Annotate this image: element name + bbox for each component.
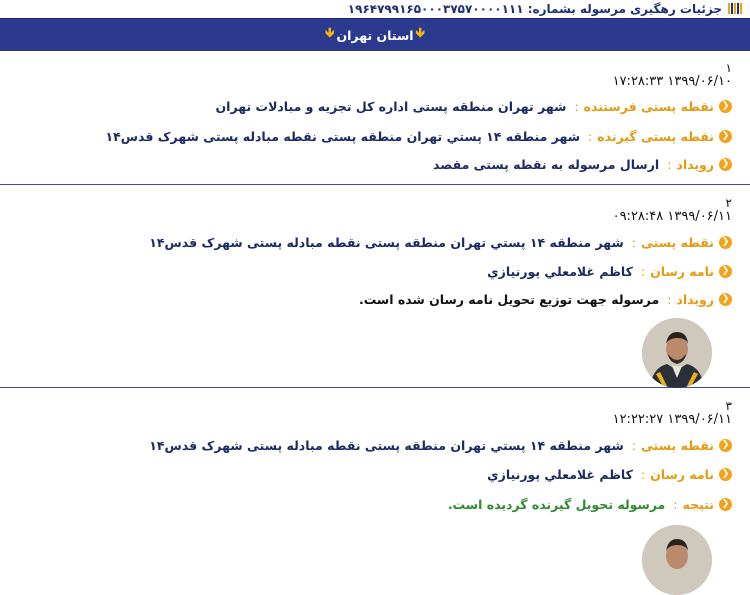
- arrow-left-circle-icon: ❮: [719, 236, 732, 249]
- arrow-down-icon: 🡻: [325, 26, 335, 41]
- arrow-left-circle-icon: ❮: [719, 439, 732, 452]
- row-value: شهر منطقه ۱۴ پستي تهران منطقه پستی نقطه مبادله پستی شهرک قدس۱۴: [105, 129, 581, 144]
- tracking-title: جزئیات رهگیری مرسوله بشماره: ۱۹۶۴۷۹۹۱۶۵۰۰۰۳۷۵۷۰۰۰۰۱۱۱: [347, 1, 722, 16]
- event-row: ❮ رویداد : ارسال مرسوله به نقطه پستی مقصد: [433, 157, 732, 172]
- row-label: نتیجه: [682, 497, 714, 512]
- event-index: ۳: [725, 399, 732, 413]
- row-value: ارسال مرسوله به نقطه پستی مقصد: [433, 157, 660, 172]
- event-timestamp: ۱۲:۲۲:۲۷ ۱۳۹۹/۰۶/۱۱: [612, 412, 732, 427]
- tracking-header: [0, 0, 750, 17]
- arrow-left-circle-icon: ❮: [719, 498, 732, 511]
- arrow-left-circle-icon: ❮: [719, 468, 732, 481]
- row-label: نقطه پستی: [641, 438, 714, 453]
- row-label: رویداد: [676, 292, 714, 307]
- event-index: ۱: [725, 61, 732, 75]
- event-row: ❮ نامه رسان : کاظم غلامعلي پورنيازي: [487, 264, 732, 279]
- event-row: ❮ نقطه پستی فرستنده : شهر تهران منطقه پستی اداره کل تجزیه و مبادلات تهران: [215, 99, 732, 114]
- row-label: نامه رسان: [650, 264, 714, 279]
- row-value: مرسوله جهت توزیع تحویل نامه رسان شده است.: [358, 292, 660, 307]
- tracking-event: [0, 186, 750, 388]
- event-row: ❮ نامه رسان : کاظم غلامعلي پورنيازي: [487, 467, 732, 482]
- arrow-left-circle-icon: ❮: [719, 293, 732, 306]
- province-bar[interactable]: [0, 18, 750, 51]
- event-timestamp: ۱۷:۲۸:۳۳ ۱۳۹۹/۰۶/۱۰: [612, 74, 732, 89]
- row-value: شهر منطقه ۱۴ پستي تهران منطقه پستی نقطه مبادله پستی شهرک قدس۱۴: [149, 438, 624, 453]
- event-row: ❮ نقطه پستی گیرنده : شهر منطقه ۱۴ پستي تهران منطقه پستی نقطه مبادله پستی شهرک قدس۱۴: [105, 129, 732, 144]
- courier-avatar-image: [642, 525, 712, 595]
- row-value: کاظم غلامعلي پورنيازي: [487, 264, 633, 279]
- event-row: ❮ رویداد : مرسوله جهت توزیع تحویل نامه رسان شده است.: [359, 292, 732, 307]
- courier-photo[interactable]: [642, 318, 712, 388]
- row-value: شهر تهران منطقه پستی اداره کل تجزیه و مبادلات تهران: [215, 99, 567, 114]
- tracking-event: [0, 389, 750, 558]
- event-row: ❮ نتیجه : مرسوله تحویل گیرنده گردیده است.: [448, 497, 732, 512]
- row-label: نامه رسان: [650, 467, 714, 482]
- row-label: نقطه پستی: [641, 235, 714, 250]
- arrow-left-circle-icon: ❮: [719, 100, 732, 113]
- result-value: مرسوله تحویل گیرنده گردیده است.: [447, 497, 666, 512]
- arrow-left-circle-icon: ❮: [719, 130, 732, 143]
- arrow-down-icon: 🡻: [415, 26, 425, 41]
- barcode-icon: [728, 3, 742, 14]
- row-value: شهر منطقه ۱۴ پستي تهران منطقه پستی نقطه مبادله پستی شهرک قدس۱۴: [149, 235, 624, 250]
- row-value: کاظم غلامعلي پورنيازي: [487, 467, 633, 482]
- event-index: ۲: [725, 196, 732, 210]
- courier-avatar-image: [642, 318, 712, 388]
- event-row: ❮ نقطه پستی : شهر منطقه ۱۴ پستي تهران منطقه پستی نقطه مبادله پستی شهرک قدس۱۴: [149, 438, 732, 453]
- event-timestamp: ۰۹:۲۸:۴۸ ۱۳۹۹/۰۶/۱۱: [612, 209, 732, 224]
- arrow-left-circle-icon: ❮: [719, 265, 732, 278]
- row-label: رویداد: [676, 157, 714, 172]
- row-label: نقطه پستی گیرنده: [597, 129, 714, 144]
- province-label: استان تهران: [336, 27, 414, 43]
- tracking-event: [0, 51, 750, 185]
- row-label: نقطه پستی فرستنده: [583, 99, 714, 114]
- event-row: ❮ نقطه پستی : شهر منطقه ۱۴ پستي تهران منطقه پستی نقطه مبادله پستی شهرک قدس۱۴: [149, 235, 732, 250]
- courier-photo[interactable]: [642, 525, 712, 595]
- arrow-left-circle-icon: ❮: [719, 158, 732, 171]
